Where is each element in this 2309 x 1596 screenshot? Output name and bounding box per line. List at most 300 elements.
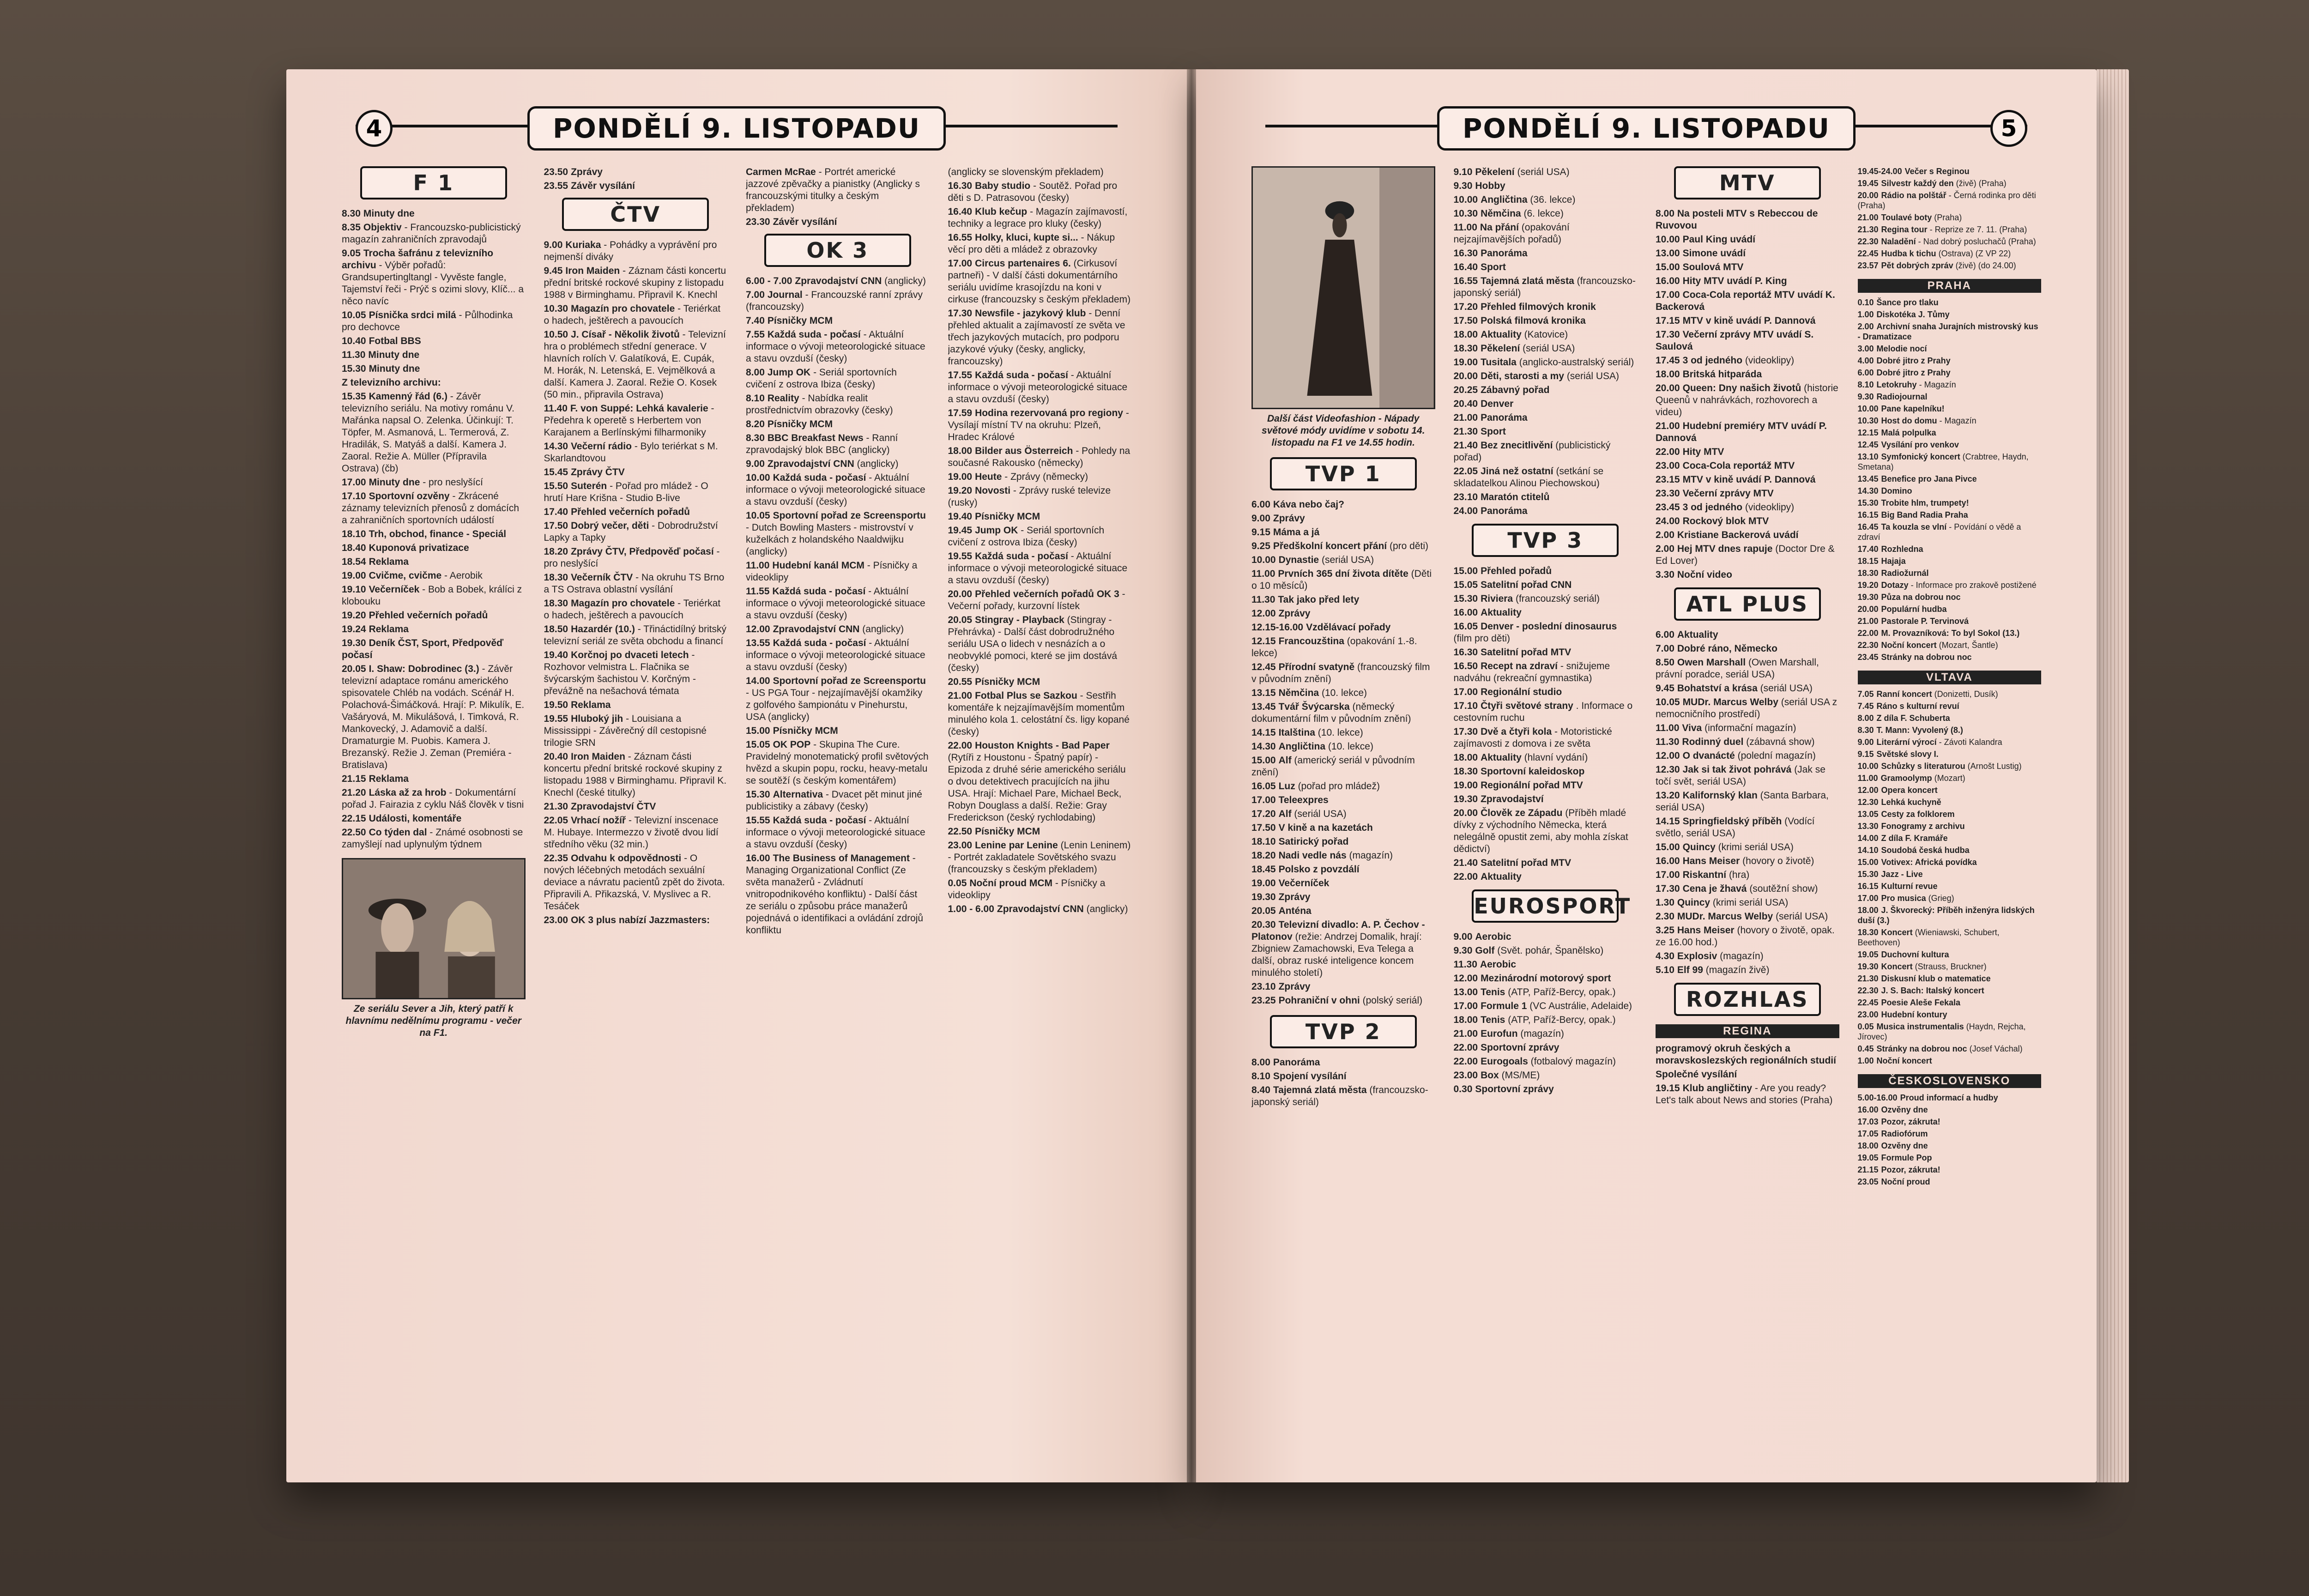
program-description: - pro neslyšící (544, 546, 720, 569)
program-description: (setkání se skladatelkou Alinou Piechowskou) (1453, 466, 1604, 489)
program-entry (1251, 635, 1435, 659)
program-time: 15.30 (746, 789, 770, 800)
program-description: - Závoti Kalandra (1939, 738, 2002, 747)
program-description: (MS/ME) (1501, 1070, 1540, 1081)
program-entry (1656, 816, 1839, 840)
program-entry (1454, 440, 1638, 464)
program-title: Dobré jitro z Prahy (1876, 356, 1951, 365)
program-title: Na posteli MTV s Rebeccou de Ruvovou (1656, 208, 1818, 231)
program-time: 14.15 (1656, 816, 1680, 827)
newspaper-spine (1187, 69, 1196, 1482)
program-description: (seriál USA) (1294, 809, 1347, 819)
program-time: 11.00 (1453, 222, 1477, 233)
program-title: Bilder aus Österreich (975, 446, 1073, 456)
program-title: Panoráma (1481, 412, 1528, 423)
program-title: Angličtina (1481, 194, 1528, 205)
program-time: 13.15 (1251, 688, 1276, 698)
program-entry (1454, 384, 1638, 396)
program-entry (1858, 309, 2042, 320)
program-time: 18.30 (1453, 766, 1478, 777)
program-time: 23.45 (1656, 502, 1680, 513)
program-title: Zábavný pořad (1481, 385, 1550, 395)
program-entry (1251, 808, 1435, 820)
program-time: 10.40 (342, 336, 366, 346)
program-entry (1454, 1070, 1638, 1082)
page-header (356, 106, 1118, 148)
program-time: 19.20 (948, 485, 973, 496)
program-time: 22.45 (1857, 998, 1879, 1007)
program-title: Závěr vysílání (773, 217, 837, 227)
program-title: Riviera (1481, 593, 1513, 604)
program-title: Rodinný duel (1682, 737, 1744, 747)
program-entry (1858, 380, 2042, 390)
program-entry (1454, 1000, 1638, 1012)
program-title: Hodina rezervovaná pro regiony (975, 408, 1123, 418)
program-entry (1858, 592, 2042, 602)
program-time: 12.15 (1857, 428, 1879, 437)
program-time: 18.00 (948, 446, 973, 456)
program-title: Radiojournal (1876, 392, 1928, 401)
program-description: (6. lekce) (1523, 208, 1564, 219)
program-entry (1454, 579, 1638, 591)
program-title: Fonogramy z archivu (1881, 822, 1965, 831)
program-entry (1858, 474, 2042, 484)
program-title: Holky, kluci, kupte si... (975, 232, 1078, 243)
program-time: 15.00 (1656, 842, 1680, 852)
program-entry (1454, 986, 1638, 998)
program-time: 10.30 (544, 303, 568, 314)
program-entry (1454, 398, 1638, 410)
program-title: Aerobic (1475, 931, 1511, 942)
program-time: 11.40 (544, 403, 568, 414)
program-title: Hej MTV dnes rapuje (1677, 544, 1773, 554)
program-entry (342, 813, 526, 825)
program-title: Na přání (1480, 222, 1519, 233)
program-list (544, 166, 728, 192)
program-title: Host do domu (1881, 416, 1937, 425)
program-entry (1858, 845, 2042, 855)
program-title: Zprávy ČTV (571, 467, 625, 478)
program-description: - Večerní pořady, kurzovní lístek (948, 589, 1125, 611)
program-title: Minuty dne (363, 208, 415, 219)
program-description: - Managing Organizational Conflict (Ze světa manažerů - Zvládnutí vnitropodnikového konfliktu) - Další část ze seriálu o způsobu práce manažerů pojednává o identifikaci a ovládání zdrojů konfliktu (746, 853, 924, 936)
program-title: Reklama (369, 774, 409, 784)
program-description: - Písničky a videoklipy (746, 560, 918, 583)
program-time: 19.00 (1251, 878, 1276, 889)
program-title: Denver (1481, 399, 1514, 409)
program-time: 9.45 (544, 266, 563, 276)
program-title: Každá suda - počasí (975, 551, 1068, 562)
program-time: 7.45 (1857, 701, 1874, 711)
program-description: (seriál USA) (1523, 343, 1575, 354)
program-title: Každá suda - počasí (975, 370, 1068, 381)
program-time: 15.55 (746, 815, 770, 826)
program-time: 8.10 (1857, 380, 1874, 389)
program-entry (342, 827, 526, 851)
program-entry (1858, 1093, 2042, 1103)
program-entry (1454, 565, 1638, 577)
program-title: Dynastie (1278, 555, 1319, 565)
program-description: (magazín) (1520, 1028, 1564, 1039)
program-time: 17.59 (948, 408, 973, 418)
program-title: Jump OK (767, 367, 811, 378)
program-entry (1858, 428, 2042, 438)
program-description: - Na okruhu TS Brno a TS Ostrava oblastní vysílání (544, 572, 725, 595)
program-time: 4.00 (1857, 356, 1874, 365)
program-title: Půza na dobrou noc (1881, 592, 1961, 602)
program-time: 13.05 (1857, 810, 1879, 819)
program-time: 15.45 (544, 467, 568, 478)
program-title: Hobby (1475, 181, 1505, 191)
program-description: (Vodící světlo, seriál USA) (1656, 816, 1815, 839)
program-time: 12.15-16.00 (1251, 622, 1304, 633)
program-time: 12.00 (746, 624, 770, 635)
program-title: Písničky MCM (767, 315, 833, 326)
program-entry (1656, 696, 1839, 720)
program-time: 18.00 (1656, 369, 1680, 380)
program-entry (1251, 1057, 1435, 1069)
program-title: Písničky MCM (975, 511, 1040, 522)
program-title: Němčina (1481, 208, 1521, 219)
program-entry (342, 208, 526, 220)
program-title: Hajaja (1881, 556, 1906, 566)
program-description: - Dutch Bowling Masters - mistrovství v kuželkách z holandského Naaldwijku (anglicky) (746, 522, 913, 557)
left-page (286, 69, 1187, 1482)
channel-heading: ATL PLUS (1674, 587, 1821, 621)
program-title: Dobré ráno, Německo (1677, 643, 1777, 654)
program-entry (342, 570, 526, 582)
program-entry (1251, 554, 1435, 566)
program-description: (krimi seriál USA) (1712, 897, 1789, 908)
program-title: Sportovní zprávy (1481, 1042, 1559, 1053)
program-entry (342, 623, 526, 635)
program-time: 21.30 (1453, 426, 1478, 437)
program-entry (1454, 857, 1638, 869)
program-title: MTV v kině uvádí P. Dannová (1682, 474, 1816, 485)
program-description: (Jak se točí svět, seriál USA) (1656, 764, 1825, 787)
program-entry (948, 903, 1132, 915)
program-description: (Cirkusoví partneři) - V další části dokumentárního seriálu uvidíme krasojízdu na koni v cirkuse (francouzsky s českým překladem) (948, 258, 1131, 305)
program-time: 17.55 (948, 370, 973, 381)
program-time: 19.45-24.00 (1857, 167, 1902, 176)
program-title: Světské slovy I. (1876, 750, 1939, 759)
program-time: 2.00 (1857, 322, 1874, 331)
program-time: 22.00 (948, 740, 973, 751)
program-time: 8.30 (342, 208, 361, 219)
program-entry (746, 367, 930, 391)
program-time: 14.30 (544, 441, 568, 452)
program-time: 23.05 (1857, 1177, 1879, 1186)
program-time: 17.45 (1656, 355, 1680, 366)
program-title: Tvář Švýcarska (1278, 701, 1350, 712)
program-title: Písničky MCM (975, 826, 1040, 837)
program-time: 13.45 (1251, 701, 1276, 712)
program-entry (1656, 315, 1839, 327)
program-entry (1858, 616, 2042, 626)
program-time: 12.30 (1857, 798, 1879, 807)
program-time: 17.30 (1453, 726, 1478, 737)
program-title: 3 od jedného (1682, 355, 1743, 366)
program-entry (1454, 329, 1638, 341)
program-description: (pro děti) (1389, 541, 1428, 551)
program-time: 22.35 (544, 853, 568, 864)
program-entry (1454, 466, 1638, 490)
program-time: 23.00 (948, 840, 973, 851)
program-entry (1858, 761, 2042, 771)
program-entry (1454, 222, 1638, 246)
schedule-columns (342, 166, 1131, 1427)
column-f1 (342, 166, 526, 1427)
program-description: - Teriérkat o hadech, ještěrech a pavoucích (544, 598, 721, 621)
program-list (1454, 565, 1638, 883)
program-time: 17.30 (1656, 329, 1680, 340)
program-entry (948, 840, 1132, 876)
program-time: 7.00 (746, 290, 765, 300)
program-time: 18.30 (1857, 928, 1879, 937)
program-entry (1858, 392, 2042, 402)
program-title: Máma a já (1273, 527, 1320, 538)
program-entry (1251, 981, 1435, 993)
program-description: - Francouzské ranní zprávy (francouzsky) (746, 290, 923, 312)
program-entry (1656, 683, 1839, 695)
program-title: Hazardér (10.) (571, 624, 635, 635)
program-title: Baby studio (975, 181, 1031, 191)
program-time: 9.15 (1251, 527, 1270, 538)
program-title: Noční proud (1881, 1177, 1930, 1186)
program-entry (342, 542, 526, 554)
program-title: Maratón ctitelů (1481, 492, 1550, 502)
program-list (1858, 166, 2042, 271)
program-time: 9.00 (1857, 738, 1874, 747)
program-title: Journal (767, 290, 803, 300)
program-entry (544, 480, 728, 504)
program-entry (1656, 722, 1839, 734)
program-entry (1656, 474, 1839, 486)
program-description: (anglicko-australský seriál) (1519, 357, 1634, 368)
program-title: The Business of Management (773, 853, 910, 864)
program-time: 19.05 (1857, 950, 1879, 959)
program-title: Aktuality (1481, 871, 1522, 882)
program-title: Večerníček (1278, 878, 1330, 889)
program-entry (1858, 640, 2042, 650)
program-title: Rockový blok MTV (1682, 516, 1769, 526)
program-entry (544, 329, 728, 401)
program-entry (1454, 357, 1638, 369)
program-entry (1858, 344, 2042, 354)
program-description: (publicistický pořad) (1453, 440, 1611, 463)
program-description: (fotbalový magazín) (1530, 1056, 1616, 1067)
program-entry (1858, 486, 2042, 496)
program-entry (1858, 440, 2042, 450)
program-entry (1454, 426, 1638, 438)
program-time: 22.30 (1857, 237, 1879, 246)
photo-figures-icon (343, 859, 524, 998)
program-description: (10. lekce) (1318, 727, 1363, 738)
program-description: (opakování 1.-8. lekce) (1251, 636, 1417, 659)
page-number: 5 (1990, 110, 2027, 147)
program-time: 7.55 (746, 329, 765, 340)
program-description: (hovory o životě) (1742, 856, 1814, 866)
program-entry (746, 560, 930, 584)
program-entry (1656, 529, 1839, 541)
program-entry (544, 914, 728, 926)
program-entry (948, 258, 1132, 306)
program-title: Satelitní pořad MTV (1481, 858, 1572, 868)
program-entry (1251, 568, 1435, 592)
program-title: Z televizního archivu: (342, 377, 441, 388)
program-time: 10.50 (544, 329, 568, 340)
program-time: 10.30 (1453, 208, 1478, 219)
program-entry (1656, 329, 1839, 353)
program-entry (544, 180, 728, 192)
program-title: Káva nebo čaj? (1273, 499, 1344, 510)
program-title: Suterén (571, 481, 607, 491)
program-entry (948, 485, 1132, 509)
channel-heading: TVP 2 (1270, 1015, 1417, 1048)
program-time: 22.50 (948, 826, 973, 837)
program-description: - Nákup věcí pro děti a mládež z obrazovky (948, 232, 1115, 255)
program-description: - Magazín zajímavostí, techniky a legrace pro kluky (česky) (948, 206, 1128, 229)
program-title: Literární výrocí (1876, 738, 1937, 747)
channel-heading: MTV (1674, 166, 1821, 200)
program-title: Aktuality (1481, 329, 1522, 340)
program-time: 19.45 (1857, 179, 1879, 188)
program-time: 10.05 (746, 510, 770, 521)
program-description: (Mozart, Šantle) (1939, 641, 1998, 650)
program-title: Noční koncert (1881, 641, 1937, 650)
program-entry (1454, 871, 1638, 883)
program-entry (948, 588, 1132, 612)
program-entry (1251, 499, 1435, 511)
program-entry (1656, 446, 1839, 458)
program-time: 0.05 (948, 878, 967, 889)
program-title: Diskusní klub o matematice (1881, 974, 1991, 983)
program-time: 23.45 (1857, 653, 1879, 662)
program-time: 8.40 (1251, 1085, 1270, 1095)
program-title: Bez znecitlivění (1481, 440, 1553, 451)
program-description: (živě) (do 24.00) (1955, 261, 2016, 270)
program-description: (magazín) (1720, 951, 1764, 961)
program-entry (1251, 995, 1435, 1007)
program-entry (1858, 628, 2042, 638)
program-time: 13.30 (1857, 822, 1879, 831)
program-title: Zprávy (1278, 981, 1311, 992)
program-entry (1858, 1044, 2042, 1054)
program-title: Ranní koncert (1876, 689, 1932, 699)
program-time: 23.00 (1453, 1070, 1478, 1081)
program-description: - Zkrácené záznamy televizních přenosů z domácích a zahraničních sportovních událostí (342, 491, 520, 526)
program-time: 7.00 (1656, 643, 1674, 654)
program-entry (1251, 1070, 1435, 1082)
program-time: 8.00 (1857, 713, 1874, 723)
program-time: 15.00 (1251, 755, 1276, 766)
program-entry (1656, 897, 1839, 909)
program-title: Domino (1881, 486, 1912, 496)
program-time: 16.40 (1453, 262, 1478, 272)
program-description: (Donizetti, Dusík) (1934, 689, 1998, 699)
program-entry (1858, 1153, 2042, 1163)
program-title: Hans Meiser (1677, 925, 1735, 936)
program-title: Viva (1682, 723, 1702, 733)
program-time: 2.00 (1656, 530, 1674, 540)
program-time: 19.20 (1857, 580, 1879, 590)
program-title: Regionální studio (1481, 687, 1562, 697)
program-time: 16.00 (1453, 607, 1478, 618)
program-time: 17.00 (342, 477, 366, 488)
program-description: (americký seriál v původním znění) (1251, 755, 1415, 778)
program-entry (1858, 224, 2042, 235)
program-description: - US PGA Tour - nejzajímavější okamžiky z golfového šampionátu v Pinehurstu, USA (anglicky) (746, 688, 923, 722)
program-description: . Informace o cestovním ruchu (1453, 701, 1633, 723)
program-entry (342, 309, 526, 333)
program-time: 21.15 (342, 774, 366, 784)
program-time: 2.00 (1656, 544, 1674, 554)
program-entry (544, 713, 728, 749)
program-entry (544, 166, 728, 178)
program-title: Diskotéka J. Tůmy (1876, 310, 1950, 319)
program-entry (342, 528, 526, 540)
program-description: - Záznam části koncertu přední britské rockové skupiny z listopadu 1988 v Birminghamu. Připravil K. Knechl (české titulky) (544, 751, 727, 798)
program-time: 13.45 (1857, 474, 1879, 484)
program-description: (ATP, Paříž-Bercy, opak.) (1508, 1015, 1616, 1025)
program-entry (1251, 540, 1435, 552)
program-entry (342, 391, 526, 475)
program-title: Hudební kanál MCM (772, 560, 864, 571)
program-entry (1858, 1165, 2042, 1175)
program-title: Proud informací a hudby (1900, 1093, 1998, 1102)
program-time: 8.00 (1251, 1057, 1270, 1068)
program-entry (544, 303, 728, 327)
program-title: Quincy (1682, 842, 1716, 852)
program-title: Toulavé boty (1881, 213, 1932, 222)
program-time: 18.30 (1453, 343, 1478, 354)
program-description: - Závěr televizního seriálu. Na motivy románu V. Mařánka napsal O. Zelenka. Účinkují: T. Töpfer, M. Asmanová, L. Termerová, Z. Hradilák, S. Matyáš a další. Kamera J. Zaoral. Režie A. Müller (Přípravila Ostrava) (čb) (342, 391, 514, 474)
program-list (948, 166, 1132, 915)
program-description: - Pohádky a vyprávění pro nejmenší diváky (544, 240, 717, 262)
program-time: 20.40 (544, 751, 568, 762)
program-entry (342, 584, 526, 608)
program-time: 22.05 (544, 815, 568, 826)
program-description: (videoklipy) (1745, 355, 1795, 366)
program-entry (1858, 556, 2042, 566)
program-title: Panoráma (1481, 506, 1528, 516)
program-title: Panoráma (1481, 248, 1528, 259)
program-time: 15.05 (1453, 580, 1478, 590)
program-title: Paul King uvádí (1682, 234, 1756, 245)
program-title: Schůzky s literaturou (1881, 762, 1965, 771)
program-title: Přírodní svatyně (1278, 662, 1355, 672)
program-description: (magazín) (1349, 850, 1393, 861)
program-entry (1858, 821, 2042, 831)
program-entry (1858, 689, 2042, 699)
program-title: Rozhledna (1881, 544, 1923, 554)
program-title: Magazín pro chovatele (571, 303, 675, 314)
program-entry (1858, 498, 2042, 508)
program-time: 22.00 (1857, 629, 1879, 638)
program-description: - Předehra k operetě s Herbertem von Karajanem a Berlínskými filharmoniky (544, 403, 714, 438)
program-entry (1656, 750, 1839, 762)
program-title: Archivní snaha Jurajních mistrovský kus - Dramatizace (1857, 322, 2038, 341)
program-title: Newsfile - jazykový klub (975, 308, 1086, 319)
program-time: 2.30 (1656, 911, 1674, 922)
program-time: 21.20 (342, 787, 366, 798)
program-entry (1858, 652, 2042, 662)
program-entry (1251, 661, 1435, 685)
program-entry (1251, 513, 1435, 525)
program-entry (1858, 1022, 2042, 1042)
program-time: 17.40 (544, 507, 568, 517)
program-title: Deník ČST, Sport, Předpověď počasí (342, 638, 504, 660)
